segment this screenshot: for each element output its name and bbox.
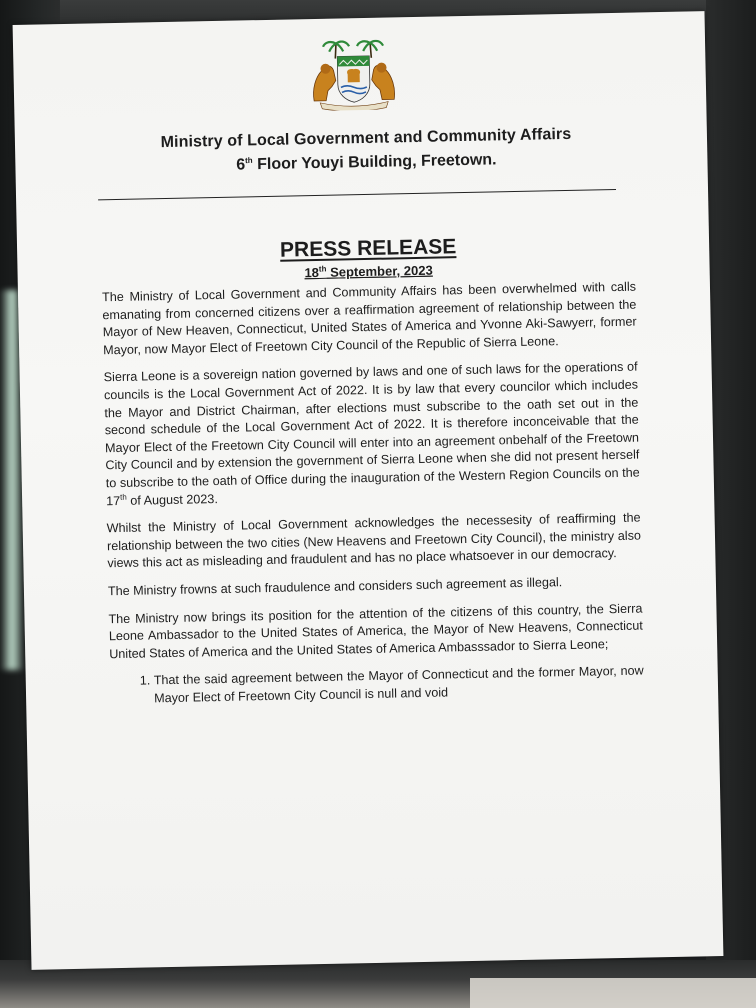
coat-of-arms-icon	[305, 39, 402, 111]
paragraph-1: The Ministry of Local Government and Community Affairs has been overwhelmed with calls emanating from concerned citizens over a reaffirmation agreement of relationship between the Mayor of New Heaven, Connecticut, United States of America and Yvonne Aki-Sawyerr, former Mayor, now Mayor Elect of Freetown City Council of the Republic of Sierra Leone.	[101, 279, 637, 358]
address-floor-suffix: th	[244, 155, 253, 166]
date-text	[304, 263, 433, 281]
press-release-document	[13, 11, 724, 970]
paragraph-2-main: Sierra Leone is a sovereign nation governed by laws and one of such laws for the operations of councils is the Local Government Act of 2022. It is by law that every councilor which includes the Mayor and District Chairman, after elections must subscribe to the oath set out in the second schedule of the Local Government Act of 2022. It is therefore inconceivable that the Mayor Elect of the Freetown City Council will enter into an agreement onbehalf of the Freetown City Council and by extension the government of Sierra Leone when she did not present herself to subscribe to the oath of Office during the inauguration of the Western Region Councils on the 17	[103, 359, 640, 508]
ministry-name: Ministry of Local Government and Community Affairs	[160, 125, 572, 152]
floor-background	[470, 978, 756, 1008]
date-rest: September, 2023	[326, 262, 433, 280]
list-item: 1. That the said agreement between the Mayor of Connecticut and the former Mayor, now Mayor Elect of Freetown City Council is null and void	[154, 663, 645, 708]
paragraph-4: The Ministry frowns at such fraudulence and considers such agreement as illegal.	[107, 575, 563, 599]
address-text: Floor Youyi Building, Freetown.	[252, 151, 497, 174]
document-body	[102, 279, 644, 709]
paragraph-5: The Ministry now brings its position for the attention of the citizens of this country, the Sierra Leone Ambassador to the United States of America, the Mayor of New Heavens, Connecticut United States of America and the United States of America Ambasssador to Sierra Leone;	[108, 601, 643, 661]
date-day: 18	[304, 264, 320, 281]
paragraph-2-end: of August 2023.	[126, 491, 218, 508]
address-floor-number: 6	[236, 156, 246, 174]
resolution-list	[110, 663, 645, 709]
title-text: PRESS RELEASE	[279, 235, 457, 262]
paragraph-2	[104, 359, 641, 510]
paragraph-3: Whilst the Ministry of Local Government acknowledges the necessesity of reaffirming the relationship between the two cities (New Heavens and Freetown City Council), the ministry also views this act as misleading and fraudulent and has no place whatsoever in our democracy.	[106, 510, 642, 571]
date-suffix: th	[318, 264, 327, 274]
paragraph-2-suffix: th	[120, 492, 127, 502]
header-divider	[98, 189, 616, 200]
